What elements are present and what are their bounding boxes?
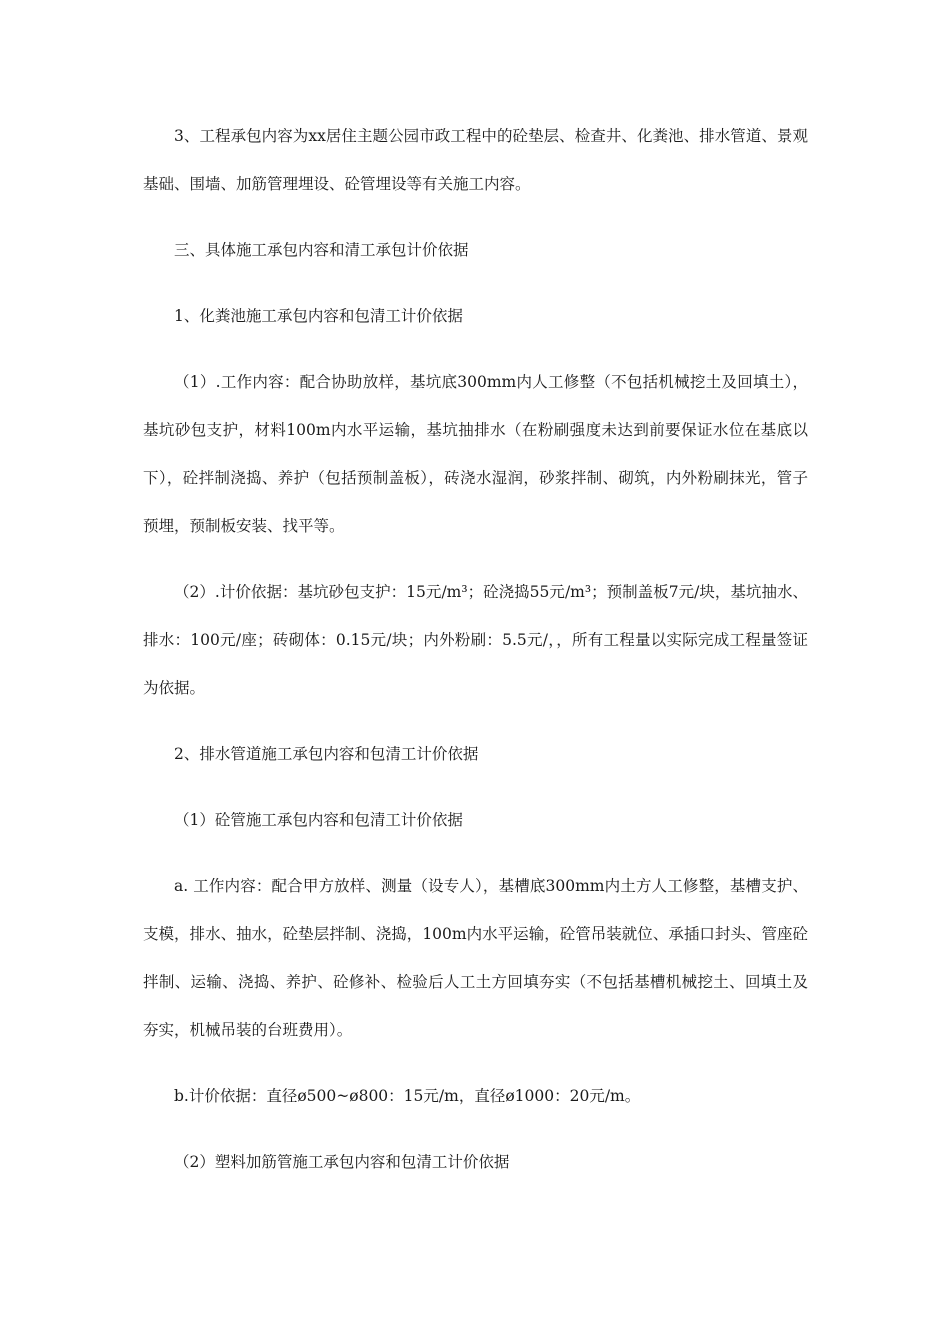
subsection-heading-septic-tank: 1、化粪池施工承包内容和包清工计价依据 <box>174 307 463 325</box>
paragraph-work-content-1: （1）.工作内容：配合协助放样，基坑底300mm内人工修整（不包括机械挖土及回填土），基坑砂包支护，材料100m内水平运输，基坑抽排水（在粉刷强度未达到前要保证水位在基底以下），砼拌制浇捣、养护（包括预制盖板），砖浇水湿润，砂浆拌制、砌筑，内外粉刷抹光，管子预埋，预制板安装、找平等。 <box>143 373 808 535</box>
paragraph-work-content-a: a. 工作内容：配合甲方放样、测量（设专人），基槽底300mm内土方人工修整，基槽支护、支模，排水、抽水，砼垫层拌制、浇捣，100m内水平运输，砼管吊装就位、承插口封头、管座砼拌制、运输、浇捣、养护、砼修补、检验后人工土方回填夯实（不包括基槽机械挖土、回填土及夯实，机械吊装的台班费用）。 <box>143 877 808 1039</box>
section-heading-3: 三、具体施工承包内容和清工承包计价依据 <box>174 241 469 259</box>
paragraph-gap <box>143 712 808 730</box>
paragraph-gap <box>143 1054 808 1072</box>
paragraph-gap <box>143 778 808 796</box>
paragraph-gap <box>143 1120 808 1138</box>
paragraph-gap <box>143 550 808 568</box>
subsubsection-heading-plastic-pipe: （2）塑料加筋管施工承包内容和包清工计价依据 <box>174 1153 510 1171</box>
paragraph-scope: 3、工程承包内容为xx居住主题公园市政工程中的砼垫层、检查井、化粪池、排水管道、景观基础、围墙、加筋管理埋设、砼管埋设等有关施工内容。 <box>143 127 808 193</box>
subsection-heading-drainage: 2、排水管道施工承包内容和包清工计价依据 <box>174 745 479 763</box>
subsubsection-heading-concrete-pipe: （1）砼管施工承包内容和包清工计价依据 <box>174 811 463 829</box>
paragraph-gap <box>143 208 808 226</box>
paragraph-gap <box>143 274 808 292</box>
paragraph-gap <box>143 844 808 862</box>
paragraph-gap <box>143 340 808 358</box>
paragraph-pricing-b: b.计价依据：直径ø500~ø800：15元/m，直径ø1000：20元/m。 <box>174 1087 641 1105</box>
paragraph-pricing-1: （2）.计价依据：基坑砂包支护：15元/m³；砼浇捣55元/m³；预制盖板7元/块，基坑抽水、排水：100元/座；砖砌体：0.15元/块；内外粉刷：5.5元/，，所有工程量以实际完成工程量签证为依据。 <box>143 583 808 697</box>
document-body <box>143 112 808 1186</box>
